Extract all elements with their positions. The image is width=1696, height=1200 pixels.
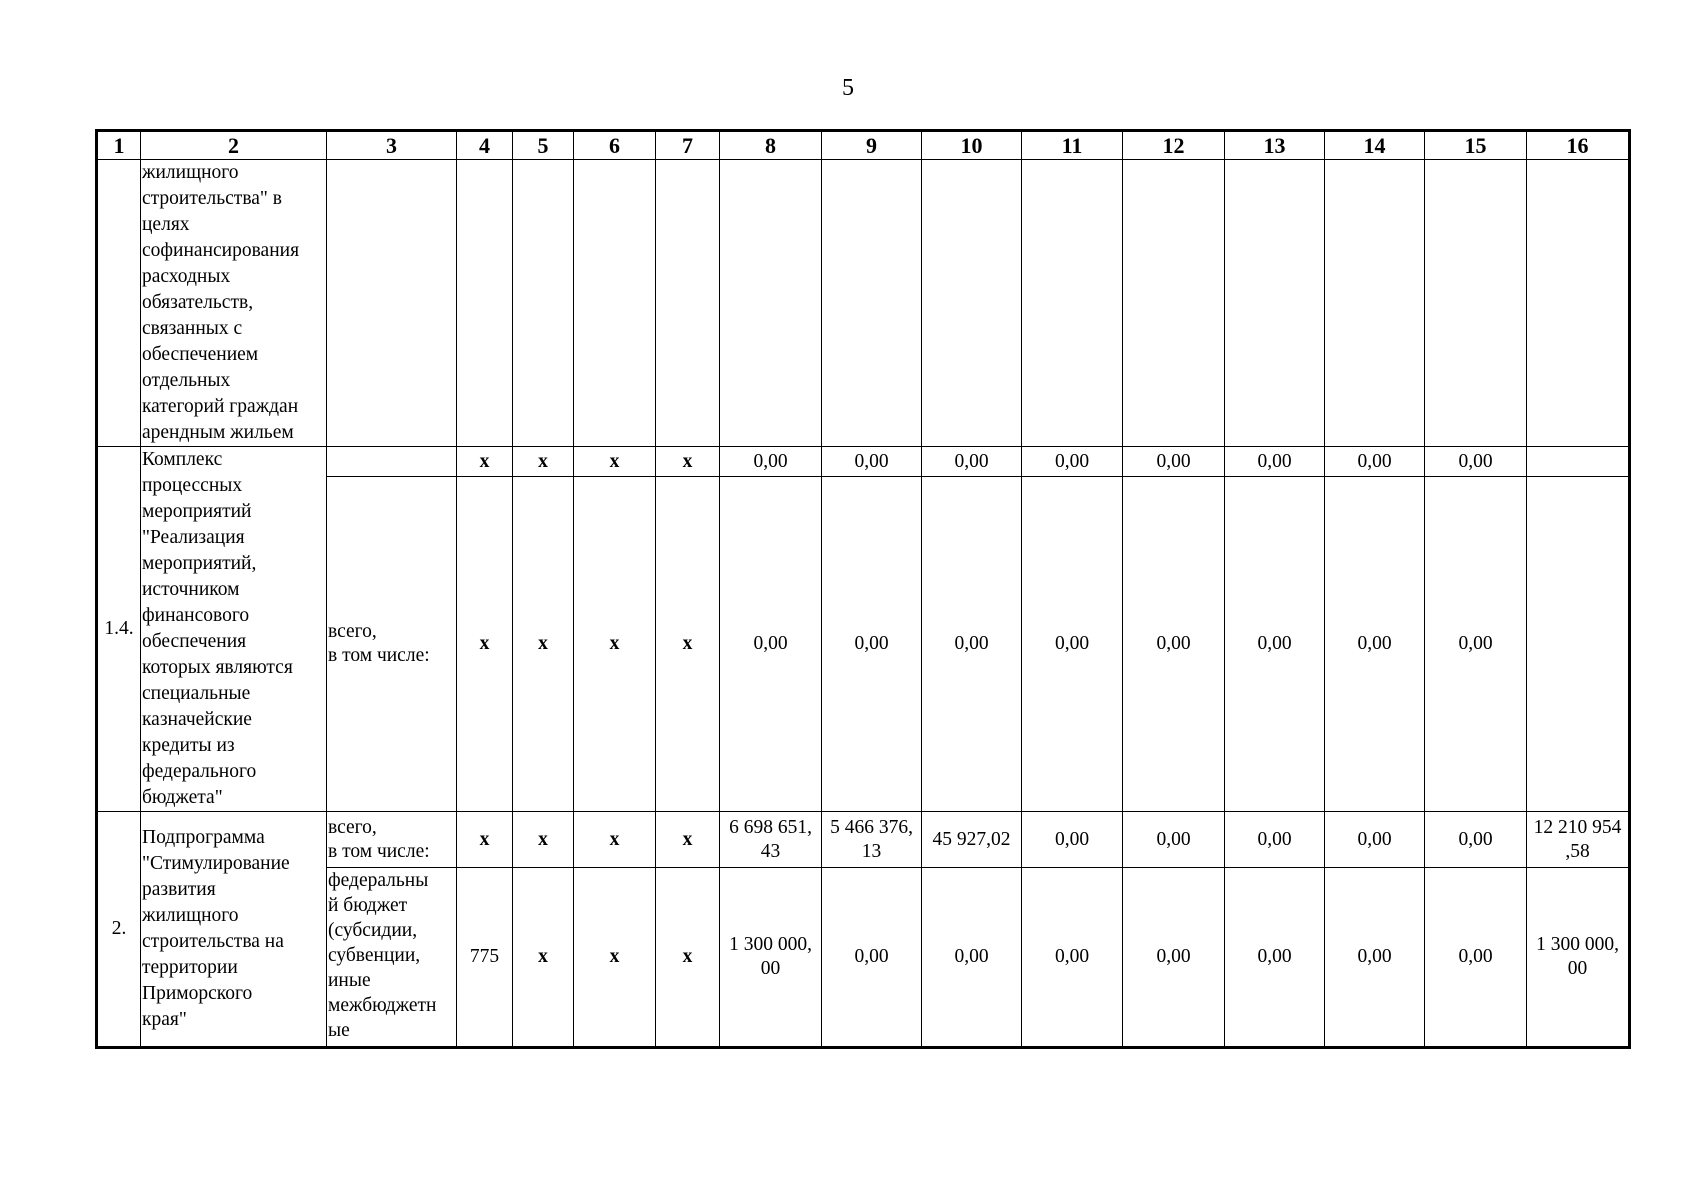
header-row — [97, 131, 1630, 160]
table-cell — [513, 160, 574, 447]
table-row — [97, 160, 1630, 447]
table-cell: х — [457, 812, 513, 868]
table-cell: х — [457, 477, 513, 812]
page-number: 5 — [842, 75, 854, 101]
row-description: Подпрограмма "Стимулирование развития жилищного строительства на территории Приморского края" — [141, 812, 327, 1048]
table-cell: 0,00 — [1225, 447, 1325, 477]
table-cell: всего, в том числе: — [327, 812, 457, 868]
table-cell: х — [656, 868, 720, 1048]
table-cell — [327, 160, 457, 447]
table-cell — [720, 160, 822, 447]
table-cell: 0,00 — [1425, 477, 1527, 812]
table-cell — [1527, 447, 1630, 477]
table-cell: 0,00 — [1325, 477, 1425, 812]
table-cell: 0,00 — [1022, 812, 1123, 868]
table-cell — [574, 160, 656, 447]
table-cell: 0,00 — [1325, 812, 1425, 868]
header-cell: 1 — [97, 131, 141, 160]
header-cell: 7 — [656, 131, 720, 160]
table-cell: х — [574, 868, 656, 1048]
table-cell: 775 — [457, 868, 513, 1048]
header-cell: 12 — [1123, 131, 1225, 160]
table-cell: 12 210 954 ,58 — [1527, 812, 1630, 868]
table-cell: всего, в том числе: — [327, 477, 457, 812]
table-cell: х — [656, 447, 720, 477]
table-cell — [1425, 160, 1527, 447]
header-cell: 11 — [1022, 131, 1123, 160]
budget-table — [95, 129, 1631, 1049]
table-cell: 0,00 — [1225, 477, 1325, 812]
table-cell: 0,00 — [1022, 447, 1123, 477]
table-cell: х — [656, 812, 720, 868]
header-cell: 16 — [1527, 131, 1630, 160]
table-cell: 0,00 — [822, 868, 922, 1048]
table-cell: 1 300 000, 00 — [720, 868, 822, 1048]
table-cell: 6 698 651, 43 — [720, 812, 822, 868]
row-description: жилищного строительства" в целях софинансирования расходных обязательств, связанных с обеспечением отдельных категорий граждан арендным жильем — [141, 160, 327, 447]
table-cell: 45 927,02 — [922, 812, 1022, 868]
table-cell: 0,00 — [1123, 477, 1225, 812]
table-cell: 1 300 000, 00 — [1527, 868, 1630, 1048]
header-cell: 15 — [1425, 131, 1527, 160]
table-cell — [327, 447, 457, 477]
table-cell — [1527, 160, 1630, 447]
header-cell: 4 — [457, 131, 513, 160]
table-cell — [922, 160, 1022, 447]
header-cell: 5 — [513, 131, 574, 160]
table-cell — [457, 160, 513, 447]
header-cell: 3 — [327, 131, 457, 160]
table-cell: х — [574, 477, 656, 812]
table-cell: 0,00 — [1123, 447, 1225, 477]
table-cell: 0,00 — [1022, 477, 1123, 812]
table-cell: х — [513, 868, 574, 1048]
table-cell: х — [457, 447, 513, 477]
table-row — [97, 447, 1630, 477]
table-cell: 0,00 — [1123, 812, 1225, 868]
table-cell: х — [513, 477, 574, 812]
table-cell: х — [656, 477, 720, 812]
header-cell: 2 — [141, 131, 327, 160]
table-cell — [656, 160, 720, 447]
row-description: Комплекс процессных мероприятий "Реализация мероприятий, источником финансового обеспечения которых являются специальные казначейские кредиты из федерального бюджета" — [141, 447, 327, 812]
table-cell: х — [513, 447, 574, 477]
table-cell: 0,00 — [720, 477, 822, 812]
table-cell: 0,00 — [822, 477, 922, 812]
table-cell — [1225, 160, 1325, 447]
table-row — [97, 868, 1630, 1048]
table-cell: 0,00 — [720, 447, 822, 477]
table-cell: 0,00 — [1225, 868, 1325, 1048]
table-cell: 0,00 — [922, 477, 1022, 812]
header-cell: 14 — [1325, 131, 1425, 160]
row-number: 1.4. — [97, 447, 141, 812]
table-cell — [1123, 160, 1225, 447]
table-cell: 0,00 — [1325, 868, 1425, 1048]
table-row — [97, 812, 1630, 868]
table-cell: х — [513, 812, 574, 868]
header-cell: 8 — [720, 131, 822, 160]
header-cell: 6 — [574, 131, 656, 160]
table-cell — [822, 160, 922, 447]
header-cell: 10 — [922, 131, 1022, 160]
table-cell: х — [574, 447, 656, 477]
table-cell: 0,00 — [1123, 868, 1225, 1048]
table-cell — [1325, 160, 1425, 447]
table-cell: 0,00 — [1225, 812, 1325, 868]
table-cell: 0,00 — [922, 868, 1022, 1048]
table-cell: федеральны й бюджет (субсидии, субвенции, иные межбюджетн ые — [327, 868, 457, 1048]
table-cell — [97, 160, 141, 447]
table-cell — [1022, 160, 1123, 447]
header-cell: 13 — [1225, 131, 1325, 160]
table-cell: 0,00 — [822, 447, 922, 477]
table-cell: х — [574, 812, 656, 868]
table-cell: 0,00 — [1022, 868, 1123, 1048]
table-row — [97, 477, 1630, 812]
table-cell: 0,00 — [922, 447, 1022, 477]
table-cell: 0,00 — [1325, 447, 1425, 477]
table-cell: 5 466 376, 13 — [822, 812, 922, 868]
header-cell: 9 — [822, 131, 922, 160]
table-cell — [1527, 477, 1630, 812]
row-number: 2. — [97, 812, 141, 1048]
table-cell: 0,00 — [1425, 447, 1527, 477]
table-cell: 0,00 — [1425, 812, 1527, 868]
table-cell: 0,00 — [1425, 868, 1527, 1048]
